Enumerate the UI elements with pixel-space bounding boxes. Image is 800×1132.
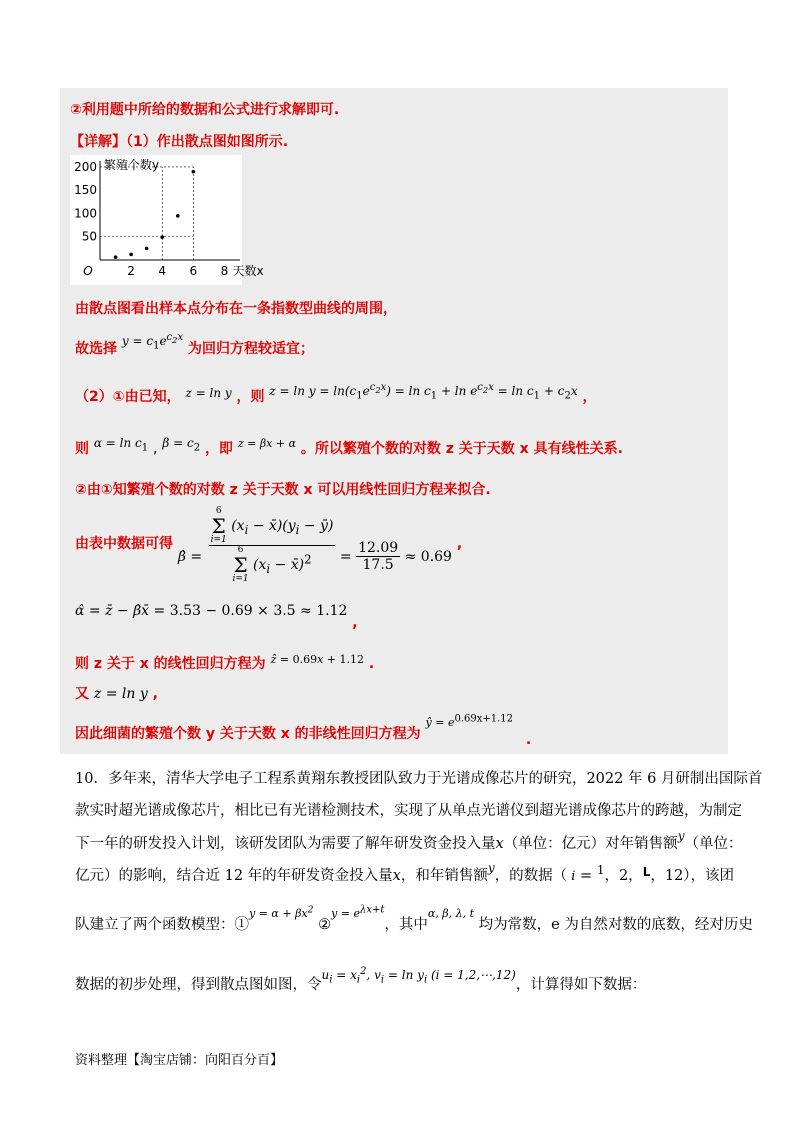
problem-line-5a: 队建立了两个函数模型：① [75,917,249,933]
problem-line-3: 下一年的研发投入计划，该研发团队为需要了解年研发资金投入量x（单位：亿元）对年销售额$^y$（单位： [75,829,743,852]
linear-relation: 。所以繁殖个数的对数 z 关于天数 x 具有线性关系. [300,441,623,457]
scatter-chart [70,155,264,285]
x-tick-label: 8 [220,264,229,278]
problem-line-3c: （单位： [684,836,743,852]
problem-line-4: 亿元）的影响，结合近 12 年的年研发资金投入量x，和年销售额$^y$，的数据（ i = $^1$，2，$^L$，12），该团 [75,861,735,884]
part2-then: ，则 [236,389,265,405]
table-prefix: 由表中数据可得 [75,536,173,552]
choose-model-line [75,332,314,359]
data-point [176,214,180,218]
detail-tag: 【详解】 [70,134,126,150]
problem-line-5c: ，其中 [384,917,428,933]
alpha-hat-formula: α̂ = z̄ − β̂x̄ = 3.53 − 0.69 × 3.5 ≈ 1.12 [75,603,348,619]
solution-line-hint: ②利用题中所给的数据和公式进行求解即可. [70,102,340,118]
uv-def: ui = xi2, vi = ln yi (i = 1,2,⋯,12) [321,966,516,986]
final-prefix: 因此细菌的繁殖个数 y 关于天数 x 的非线性回归方程为 [75,726,421,742]
problem-line-1: 10．多年来，清华大学电子工程系黄翔东教授团队致力于光谱成像芯片的研究，2022 年 6 月研制出国际首 [75,771,763,787]
origin-label: O [83,264,93,278]
then-label: 则 [75,441,89,457]
data-point [160,235,164,239]
part2-end: ， [582,389,597,405]
problem-line-3b: （单位：亿元）对年销售额 [503,836,678,852]
beta-def: $\beta = c_2$ [162,436,201,454]
problem-line-6 [75,966,647,995]
x-tick-label: 4 [158,264,167,278]
problem-line-4a: 亿元）的影响，结合近 12 年的年研发资金投入量 [75,868,393,884]
final-line: 因此细菌的繁殖个数 y 关于天数 x 的非线性回归方程为 $^{ŷ = e^{0.69x+1.12}}$ . [75,713,532,748]
problem-line-6a: 数据的初步处理，得到散点图如图，令 [75,977,322,993]
problem-line-5d: 均为常数，e 为自然对数的底数，经对历史 [478,917,753,933]
part2-prefix: （2）①由已知， [75,389,181,405]
z-eq-lny: z = ln y [93,686,148,702]
z-linear: z = βx + α [237,437,297,450]
constants-list: α, β, λ, t [427,907,475,920]
problem-line-4c: ，的数据（ [494,868,568,884]
z-regression-line: 则 z 关于 x 的线性回归方程为 $^{ẑ = 0.69x + 1.12}$ . [75,653,375,672]
scatter-conclusion: 由散点图看出样本点分布在一条指数型曲线的周围， [75,301,397,317]
y-tick-label: 150 [74,183,97,198]
ie-label: ，即 [204,441,233,457]
x-axis-label: 天数x [232,264,264,278]
y-tick-label: 200 [74,159,97,174]
alpha-hat-line: α̂ = z̄ − β̂x̄ = 3.53 − 0.69 × 3.5 ≈ 1.12 , [75,603,358,631]
problem-line-4e: ，12），该团 [650,868,735,884]
y-axis-label: 繁殖个数y [104,158,160,172]
final-formula: ŷ = e0.69x+1.12 [425,713,514,729]
problem-line-2: 款实时超光谱成像芯片，相比已有光谱检测技术，实现了从单点光谱仪到超光谱成像芯片的跨越，为制定 [75,803,742,819]
z-regression-formula: ẑ = 0.69x + 1.12 [270,653,364,666]
choose-prefix: 故选择 [75,341,117,357]
z-regression-label: 则 z 关于 x 的线性回归方程为 [75,656,266,672]
alpha-beta-line: 则 $\alpha = \ln c_1$ , $\beta = c_2$ ，即 $^{z = \beta x + \alpha}$ 。所以繁殖个数的对数 z 关于天数 x 具有线性关系. [75,436,623,457]
problem-line-4b: ，和年销售额 [400,868,488,884]
data-point [192,170,196,174]
problem-line-5b: ② [318,917,332,933]
detail-line [70,131,288,151]
model-2: y = eλx+t [331,904,385,920]
model-formula: $y = c_1e^{c_2x}$ [121,332,184,352]
problem-line-3a: 下一年的研发投入计划，该研发团队为需要了解年研发资金投入量 [75,836,496,852]
data-point [129,253,133,257]
problem-line-4d: ，2， [604,868,643,884]
problem-line-6b: ，计算得如下数据： [515,977,647,993]
beta-hat-formula: β̂ = 6 Σ i=1 ($x_i$ − $x̄)(y_i$ − ȳ) 6 Σ i=1 ($x_i$ − x̄)$^2$ = $\frac{12.09}{17.5}$ ≈ 0.69 [177,506,452,584]
also-line: 又 z = ln y , [75,686,158,702]
detail-part1: （1）作出散点图如图所示. [126,134,289,150]
y-tick-label: 100 [74,206,97,221]
y-tick-label: 50 [81,229,97,244]
part2-line [75,382,597,407]
alpha-def: $\alpha = \ln c_1$ [93,436,149,454]
model-1: y = α + βx2 [249,904,314,920]
x-tick-label: 6 [189,264,198,278]
footer-note: 资料整理【淘宝店铺：向阳百分百】 [75,1053,284,1068]
z-expansion: $z = \ln y = \ln(c_1e^{c_2x}) = \ln c_1 + \ln e^{c_2x} = \ln c_1 + c_2x$ [269,382,578,402]
beta-hat-line: 由表中数据可得 β̂ = 6 Σ i=1 ($x_i$ − $x̄)(y_i$ − ȳ) 6 Σ i=1 ($x_i$ − x̄)$^2$ = $\frac{12.09}{17.5}$ ≈ 0.69 , [75,506,463,584]
also-label: 又 [75,686,89,702]
data-point [145,247,149,251]
choose-suffix: 为回归方程较适宜； [187,341,314,357]
x-tick-label: 2 [127,264,135,278]
data-point [114,255,118,259]
fit-line: ②由①知繁殖个数的对数 z 关于天数 x 可以用线性回归方程来拟合. [75,482,491,498]
z-def: z = ln y [185,386,232,400]
